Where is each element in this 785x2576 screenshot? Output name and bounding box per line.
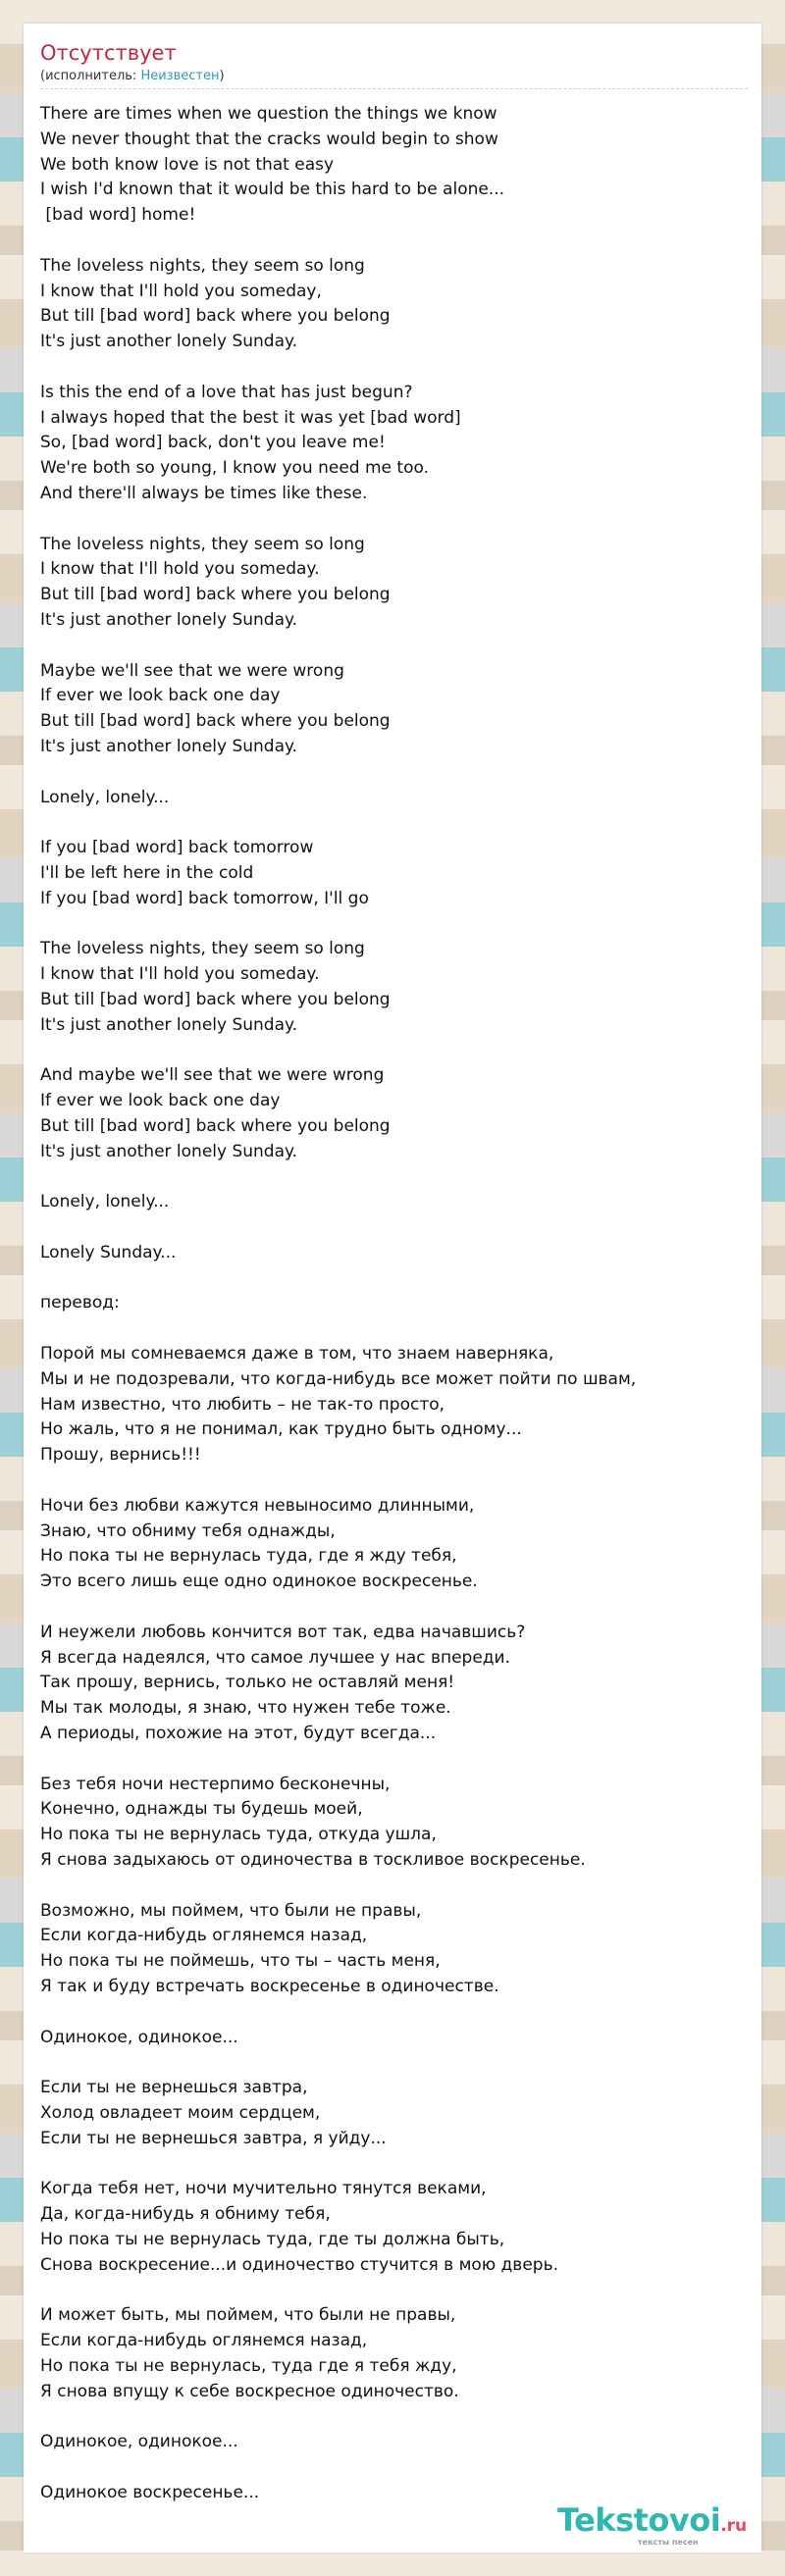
lyric-line: I know that I'll hold you someday, <box>40 281 322 301</box>
lyric-line: If ever we look back one day <box>40 1091 281 1111</box>
lyric-line: It's just another lonely Sunday. <box>40 1141 298 1161</box>
lyric-line <box>40 1164 747 1190</box>
lyric-line: But till [bad word] back where you belong <box>40 711 391 732</box>
lyric-line: И неужели любовь кончится вот так, едва начавшись? <box>40 1622 526 1642</box>
lyrics-text <box>40 102 747 2506</box>
lyric-line: Is this the end of a love that has just begun? <box>40 382 413 402</box>
lyric-line <box>40 2455 747 2481</box>
lyric-line: Мы и не подозревали, что когда-нибудь все может пойти по швам, <box>40 1368 637 1389</box>
lyric-line: And there'll always be times like these. <box>40 483 368 503</box>
lyric-line: Maybe we'll see that we were wrong <box>40 660 344 681</box>
lyric-line <box>40 2405 747 2431</box>
lyric-line: Одинокое, одинокое... <box>40 2432 238 2452</box>
lyric-line: Lonely, lonely... <box>40 1192 170 1212</box>
lyric-line: Lonely Sunday... <box>40 1242 177 1262</box>
lyric-line: I always hoped that the best it was yet [bad word] <box>40 407 461 428</box>
lyric-line: Но пока ты не вернулась туда, где я жду тебя, <box>40 1546 457 1567</box>
lyric-line <box>40 1468 747 1494</box>
artist-link[interactable]: Неизвестен <box>140 69 220 83</box>
lyric-line: But till [bad word] back where you belong <box>40 1115 391 1136</box>
lyric-line: I wish I'd known that it would be this hard to be alone... <box>40 180 505 200</box>
lyric-line <box>40 810 747 836</box>
lyric-line: I'll be left here in the cold <box>40 862 254 883</box>
lyric-line: The loveless nights, they seem so long <box>40 939 365 959</box>
lyric-line: Но пока ты не вернулась туда, где ты должна быть, <box>40 2229 505 2249</box>
lyric-line: Возможно, мы поймем, что были не правы, <box>40 1900 422 1921</box>
lyric-line: Мы так молоды, я знаю, что нужен тебе тоже. <box>40 1698 451 1719</box>
lyric-line: Конечно, однажды ты будешь моей, <box>40 1799 363 1820</box>
lyric-line: Но пока ты не вернулась, туда где я тебя жду, <box>40 2355 457 2376</box>
lyric-line <box>40 1215 747 1241</box>
lyric-line: Да, когда-нибудь я обниму тебя, <box>40 2204 331 2225</box>
song-header <box>40 41 761 85</box>
lyric-line: We're both so young, I know you need me too. <box>40 458 429 479</box>
lyric-line: I know that I'll hold you someday. <box>40 559 320 580</box>
lyric-line: Знаю, что обниму тебя однажды, <box>40 1520 336 1541</box>
lyric-line <box>40 760 747 786</box>
lyric-line <box>40 1747 747 1773</box>
lyric-line: There are times when we question the things we know <box>40 104 497 124</box>
lyric-line <box>40 355 747 381</box>
lyric-line: Одинокое воскресенье... <box>40 2482 260 2502</box>
logo-tld: .ru <box>720 2516 748 2536</box>
lyric-line: We never thought that the cracks would begin to show <box>40 129 498 149</box>
site-logo[interactable] <box>557 2501 754 2547</box>
lyric-line: Когда тебя нет, ночи мучительно тянутся веками, <box>40 2179 487 2199</box>
lyric-line <box>40 507 747 533</box>
performer-suffix: ) <box>219 69 225 83</box>
lyric-line: If you [bad word] back tomorrow <box>40 838 314 858</box>
lyric-line <box>40 229 747 254</box>
lyric-line <box>40 2050 747 2076</box>
lyric-line <box>40 1874 747 1899</box>
lyric-line: So, [bad word] back, don't you leave me! <box>40 433 386 453</box>
lyric-line: I know that I'll hold you someday. <box>40 964 320 985</box>
lyric-line: The loveless nights, they seem so long <box>40 255 365 276</box>
logo-wordmark <box>557 2501 747 2539</box>
lyric-line: And maybe we'll see that we were wrong <box>40 1065 385 1086</box>
lyric-line: Но пока ты не поймешь, что ты – часть меня, <box>40 1951 441 1972</box>
lyric-line: Одинокое, одинокое... <box>40 2027 238 2047</box>
lyric-line: But till [bad word] back where you belong <box>40 306 391 327</box>
lyric-line <box>40 2152 747 2178</box>
lyric-line: Если ты не вернешься завтра, <box>40 2078 308 2098</box>
lyric-line: Если когда-нибудь оглянемся назад, <box>40 2331 368 2351</box>
lyric-line <box>40 1316 747 1342</box>
header-divider <box>40 88 748 89</box>
lyric-line <box>40 634 747 659</box>
lyric-line <box>40 1595 747 1621</box>
lyric-line: перевод: <box>40 1293 120 1314</box>
lyric-line: It's just another lonely Sunday. <box>40 332 298 352</box>
lyric-line: Если когда-нибудь оглянемся назад, <box>40 1926 368 1946</box>
performer-line <box>40 68 761 85</box>
lyric-line <box>40 2000 747 2026</box>
lyric-line: Я всегда надеялся, что самое лучшее у нас впереди. <box>40 1647 511 1668</box>
lyric-line: Я снова впущу к себе воскресное одиночество. <box>40 2381 459 2401</box>
lyric-line: Так прошу, вернись, только не оставляй меня! <box>40 1673 455 1693</box>
lyric-line: But till [bad word] back where you belong <box>40 989 391 1009</box>
lyric-line: Но жаль, что я не понимал, как трудно быть одному... <box>40 1419 522 1440</box>
song-title: Отсутствует <box>40 41 177 65</box>
lyric-line <box>40 912 747 938</box>
lyric-line: Если ты не вернешься завтра, я уйду... <box>40 2128 387 2148</box>
lyric-line: Снова воскресение...и одиночество стучится в мою дверь. <box>40 2254 558 2275</box>
lyric-line: If ever we look back one day <box>40 686 281 706</box>
lyric-line: Но пока ты не вернулась туда, откуда ушла, <box>40 1825 437 1845</box>
lyric-line: А периоды, похожие на этот, будут всегда... <box>40 1724 437 1743</box>
lyric-line <box>40 1038 747 1063</box>
logo-name: Tekstovoi <box>557 2501 721 2539</box>
lyric-line: Lonely, lonely... <box>40 787 170 807</box>
lyric-line: We both know love is not that easy <box>40 154 335 175</box>
lyric-line: [bad word] home! <box>40 205 196 226</box>
lyric-line: Я снова задыхаюсь от одиночества в тоскливое воскресенье. <box>40 1849 586 1870</box>
lyric-line: И может быть, мы поймем, что были не правы, <box>40 2305 456 2326</box>
lyrics-card <box>24 24 761 2552</box>
lyric-line: Я так и буду встречать воскресенье в одиночестве. <box>40 1976 499 1996</box>
logo-tagline: тексты песен <box>638 2538 699 2547</box>
lyric-line: It's just another lonely Sunday. <box>40 1014 298 1035</box>
performer-prefix: (исполнитель: <box>40 69 141 83</box>
lyric-line: The loveless nights, they seem so long <box>40 534 365 554</box>
lyric-line <box>40 2279 747 2304</box>
lyric-line: Холод овладеет моим сердцем, <box>40 2102 321 2123</box>
lyric-line: Нам известно, что любить – не так-то просто, <box>40 1394 445 1415</box>
lyric-line: Ночи без любви кажутся невыносимо длинными, <box>40 1495 475 1516</box>
lyric-line: Порой мы сомневаемся даже в том, что знаем наверняка, <box>40 1344 554 1365</box>
lyric-line: Это всего лишь еще одно одинокое воскресенье. <box>40 1571 478 1592</box>
lyric-line <box>40 1266 747 1292</box>
lyric-line: Без тебя ночи нестерпимо бесконечны, <box>40 1774 391 1794</box>
lyric-line: Прошу, вернись!!! <box>40 1445 201 1466</box>
lyric-line: It's just another lonely Sunday. <box>40 736 298 756</box>
lyric-line: If you [bad word] back tomorrow, I'll go <box>40 888 369 908</box>
lyric-line: It's just another lonely Sunday. <box>40 609 298 630</box>
lyric-line: But till [bad word] back where you belong <box>40 585 391 605</box>
